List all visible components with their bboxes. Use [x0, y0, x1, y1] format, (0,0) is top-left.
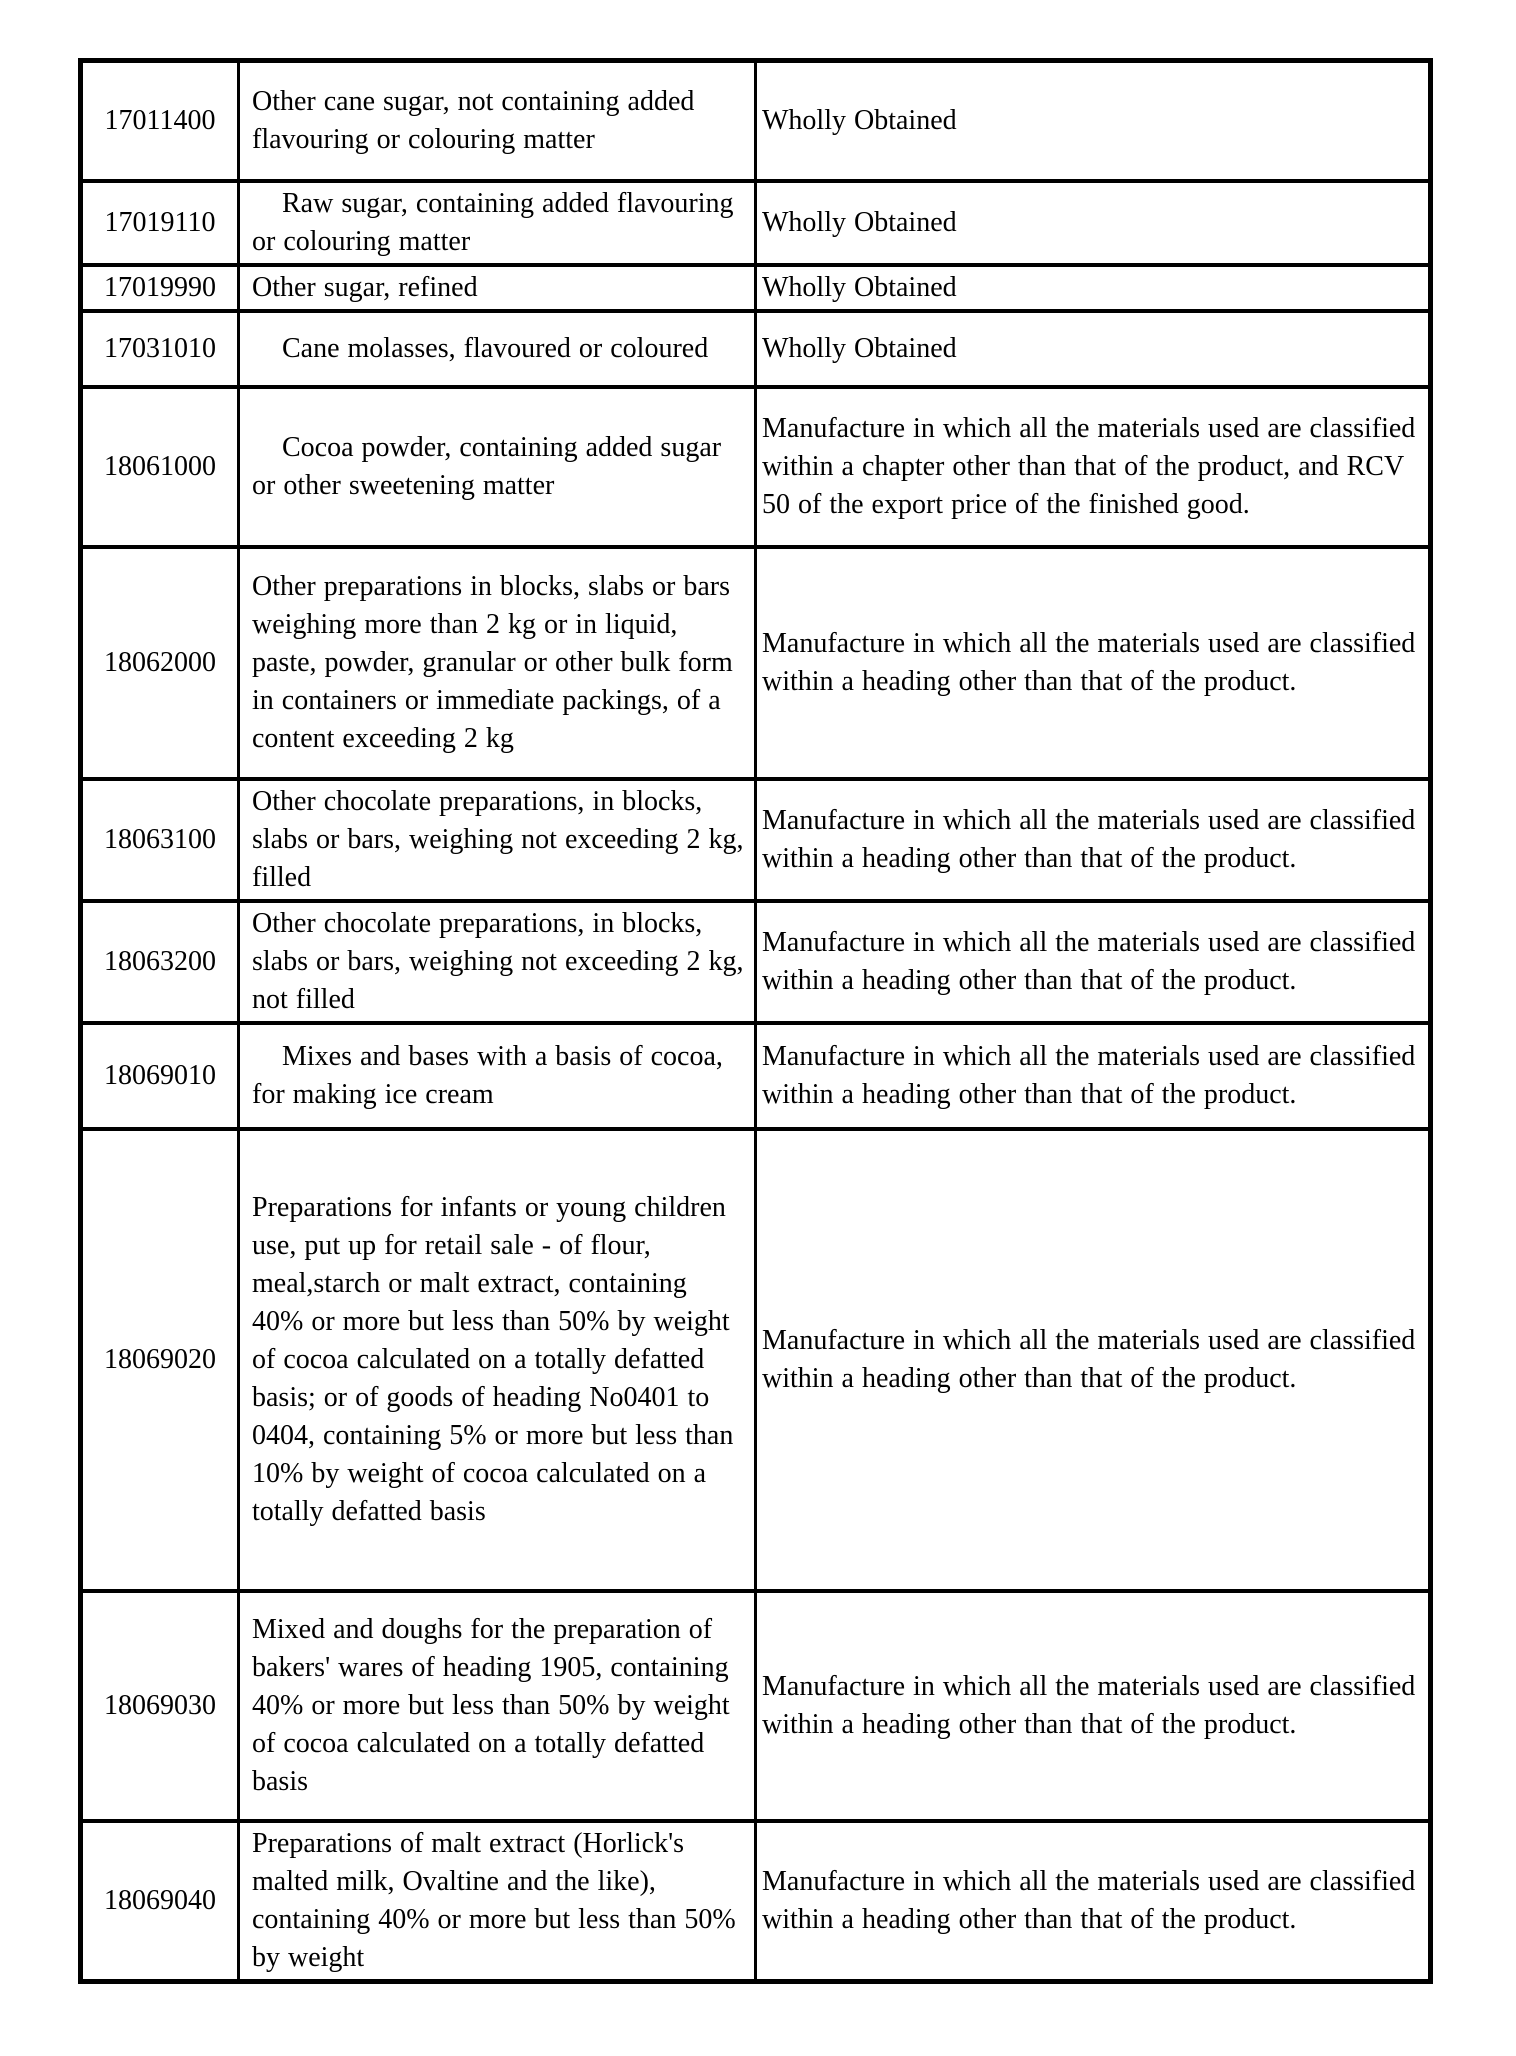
table-row — [81, 61, 1431, 181]
rule-cell: Manufacture in which all the materials used are classified within a heading other than that of the product. — [756, 901, 1431, 1023]
table-row — [81, 1129, 1431, 1591]
hs-code-cell: 18069030 — [81, 1591, 239, 1821]
rules-of-origin-table — [78, 58, 1433, 1984]
hs-code-cell: 18062000 — [81, 547, 239, 779]
table-row — [81, 181, 1431, 265]
hs-code-cell: 18063200 — [81, 901, 239, 1023]
description-cell: Cane molasses, flavoured or coloured — [239, 311, 756, 387]
hs-code-cell: 17011400 — [81, 61, 239, 181]
rule-cell: Wholly Obtained — [756, 181, 1431, 265]
description-cell: Raw sugar, containing added flavouring or colouring matter — [239, 181, 756, 265]
rule-cell: Manufacture in which all the materials used are classified within a heading other than that of the product. — [756, 779, 1431, 901]
table-row — [81, 547, 1431, 779]
table-row — [81, 265, 1431, 311]
rule-cell: Manufacture in which all the materials used are classified within a heading other than that of the product. — [756, 547, 1431, 779]
hs-code-cell: 18069040 — [81, 1821, 239, 1982]
hs-code-cell: 17019990 — [81, 265, 239, 311]
description-cell: Preparations for infants or young children use, put up for retail sale - of flour, meal,starch or malt extract, containing 40% or more but less than 50% by weight of cocoa calculated on a totally defatted basis; or of goods of heading No0401 to 0404, containing 5% or more but less than 10% by weight of cocoa calculated on a totally defatted basis — [239, 1129, 756, 1591]
hs-code-cell: 18069010 — [81, 1023, 239, 1129]
description-cell: Other chocolate preparations, in blocks, slabs or bars, weighing not exceeding 2 kg, not filled — [239, 901, 756, 1023]
table-row — [81, 779, 1431, 901]
description-cell: Mixes and bases with a basis of cocoa, for making ice cream — [239, 1023, 756, 1129]
description-cell: Preparations of malt extract (Horlick's malted milk, Ovaltine and the like), containing 40% or more but less than 50% by weight — [239, 1821, 756, 1982]
hs-code-cell: 18063100 — [81, 779, 239, 901]
description-cell: Mixed and doughs for the preparation of bakers' wares of heading 1905, containing 40% or more but less than 50% by weight of cocoa calculated on a totally defatted basis — [239, 1591, 756, 1821]
hs-code-cell: 18069020 — [81, 1129, 239, 1591]
description-cell: Other sugar, refined — [239, 265, 756, 311]
description-cell: Other cane sugar, not containing added flavouring or colouring matter — [239, 61, 756, 181]
rule-cell: Wholly Obtained — [756, 61, 1431, 181]
rule-cell: Manufacture in which all the materials used are classified within a heading other than that of the product. — [756, 1591, 1431, 1821]
table-row — [81, 1821, 1431, 1982]
description-cell: Cocoa powder, containing added sugar or other sweetening matter — [239, 387, 756, 547]
table-row — [81, 1591, 1431, 1821]
rule-cell: Manufacture in which all the materials used are classified within a heading other than that of the product. — [756, 1821, 1431, 1982]
table-row — [81, 311, 1431, 387]
rule-cell: Manufacture in which all the materials used are classified within a heading other than that of the product. — [756, 1023, 1431, 1129]
description-cell: Other chocolate preparations, in blocks, slabs or bars, weighing not exceeding 2 kg, filled — [239, 779, 756, 901]
hs-code-cell: 17031010 — [81, 311, 239, 387]
table-row — [81, 387, 1431, 547]
description-cell: Other preparations in blocks, slabs or bars weighing more than 2 kg or in liquid, paste, powder, granular or other bulk form in containers or immediate packings, of a content exceeding 2 kg — [239, 547, 756, 779]
rule-cell: Wholly Obtained — [756, 265, 1431, 311]
rule-cell: Manufacture in which all the materials used are classified within a heading other than that of the product. — [756, 1129, 1431, 1591]
rule-cell: Manufacture in which all the materials used are classified within a chapter other than that of the product, and RCV 50 of the export price of the finished good. — [756, 387, 1431, 547]
table-row — [81, 901, 1431, 1023]
rule-cell: Wholly Obtained — [756, 311, 1431, 387]
table-row — [81, 1023, 1431, 1129]
hs-code-cell: 17019110 — [81, 181, 239, 265]
hs-code-cell: 18061000 — [81, 387, 239, 547]
